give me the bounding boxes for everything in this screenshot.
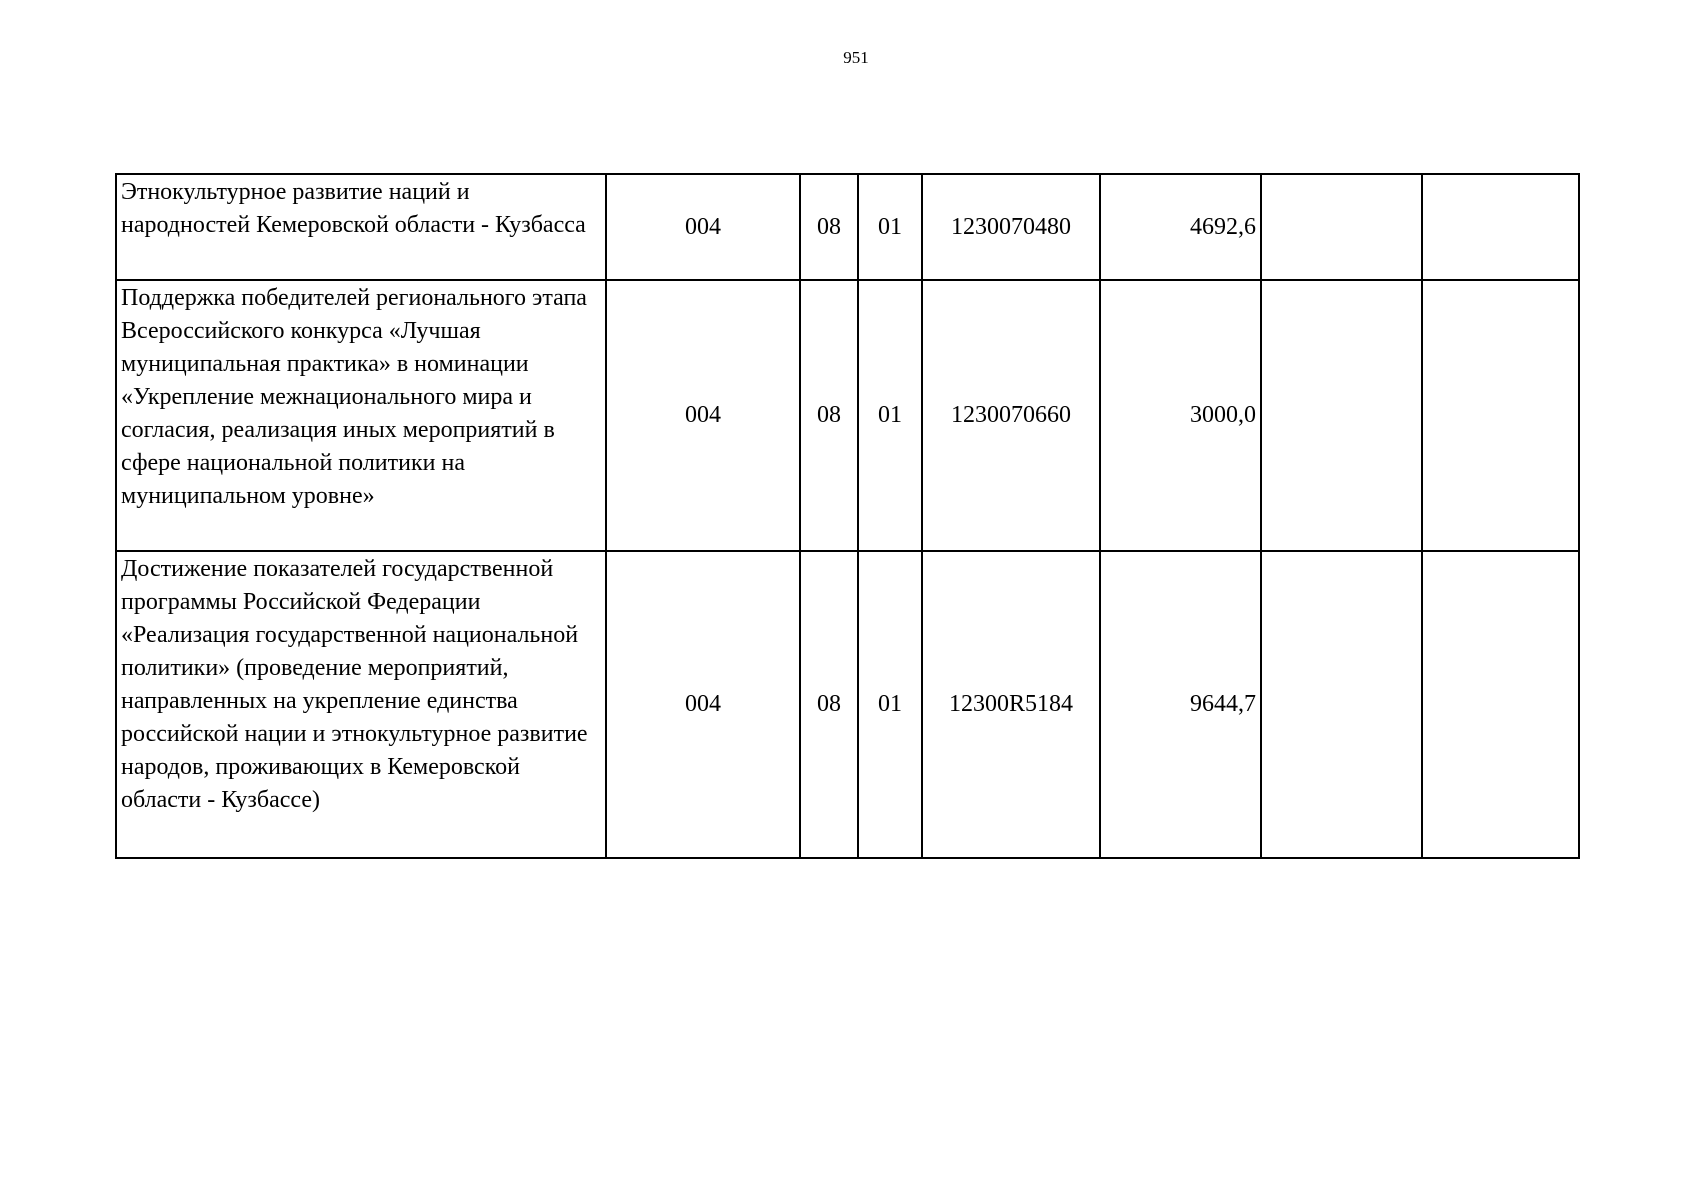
empty-cell [1261,280,1422,551]
row-description: Этнокультурное развитие наций и народностей Кемеровской области - Кузбасса [116,174,606,280]
ministry-code: 004 [606,280,800,551]
empty-cell [1261,551,1422,858]
section-code: 08 [800,551,858,858]
row-description: Достижение показателей государственной программы Российской Федерации «Реализация государственной национальной политики» (проведение мероприятий, направленных на укрепление единства российской нации и этнокультурное развитие народов, проживающих в Кемеровской области - Кузбассе) [116,551,606,858]
table-row [116,280,1579,551]
empty-cell [1422,280,1579,551]
empty-cell [1422,174,1579,280]
amount-value: 3000,0 [1100,280,1261,551]
empty-cell [1261,174,1422,280]
subsection-code: 01 [858,174,922,280]
subsection-code: 01 [858,551,922,858]
table-row [116,174,1579,280]
ministry-code: 004 [606,174,800,280]
amount-value: 9644,7 [1100,551,1261,858]
subsection-code: 01 [858,280,922,551]
section-code: 08 [800,174,858,280]
amount-value: 4692,6 [1100,174,1261,280]
empty-cell [1422,551,1579,858]
row-description: Поддержка победителей регионального этапа Всероссийского конкурса «Лучшая муниципальная практика» в номинации «Укрепление межнационального мира и согласия, реализация иных мероприятий в сфере национальной политики на муниципальном уровне» [116,280,606,551]
target-article-code: 12300R5184 [922,551,1100,858]
budget-table [115,173,1580,859]
ministry-code: 004 [606,551,800,858]
table-row [116,551,1579,858]
page-number: 951 [843,48,869,67]
target-article-code: 1230070660 [922,280,1100,551]
section-code: 08 [800,280,858,551]
target-article-code: 1230070480 [922,174,1100,280]
